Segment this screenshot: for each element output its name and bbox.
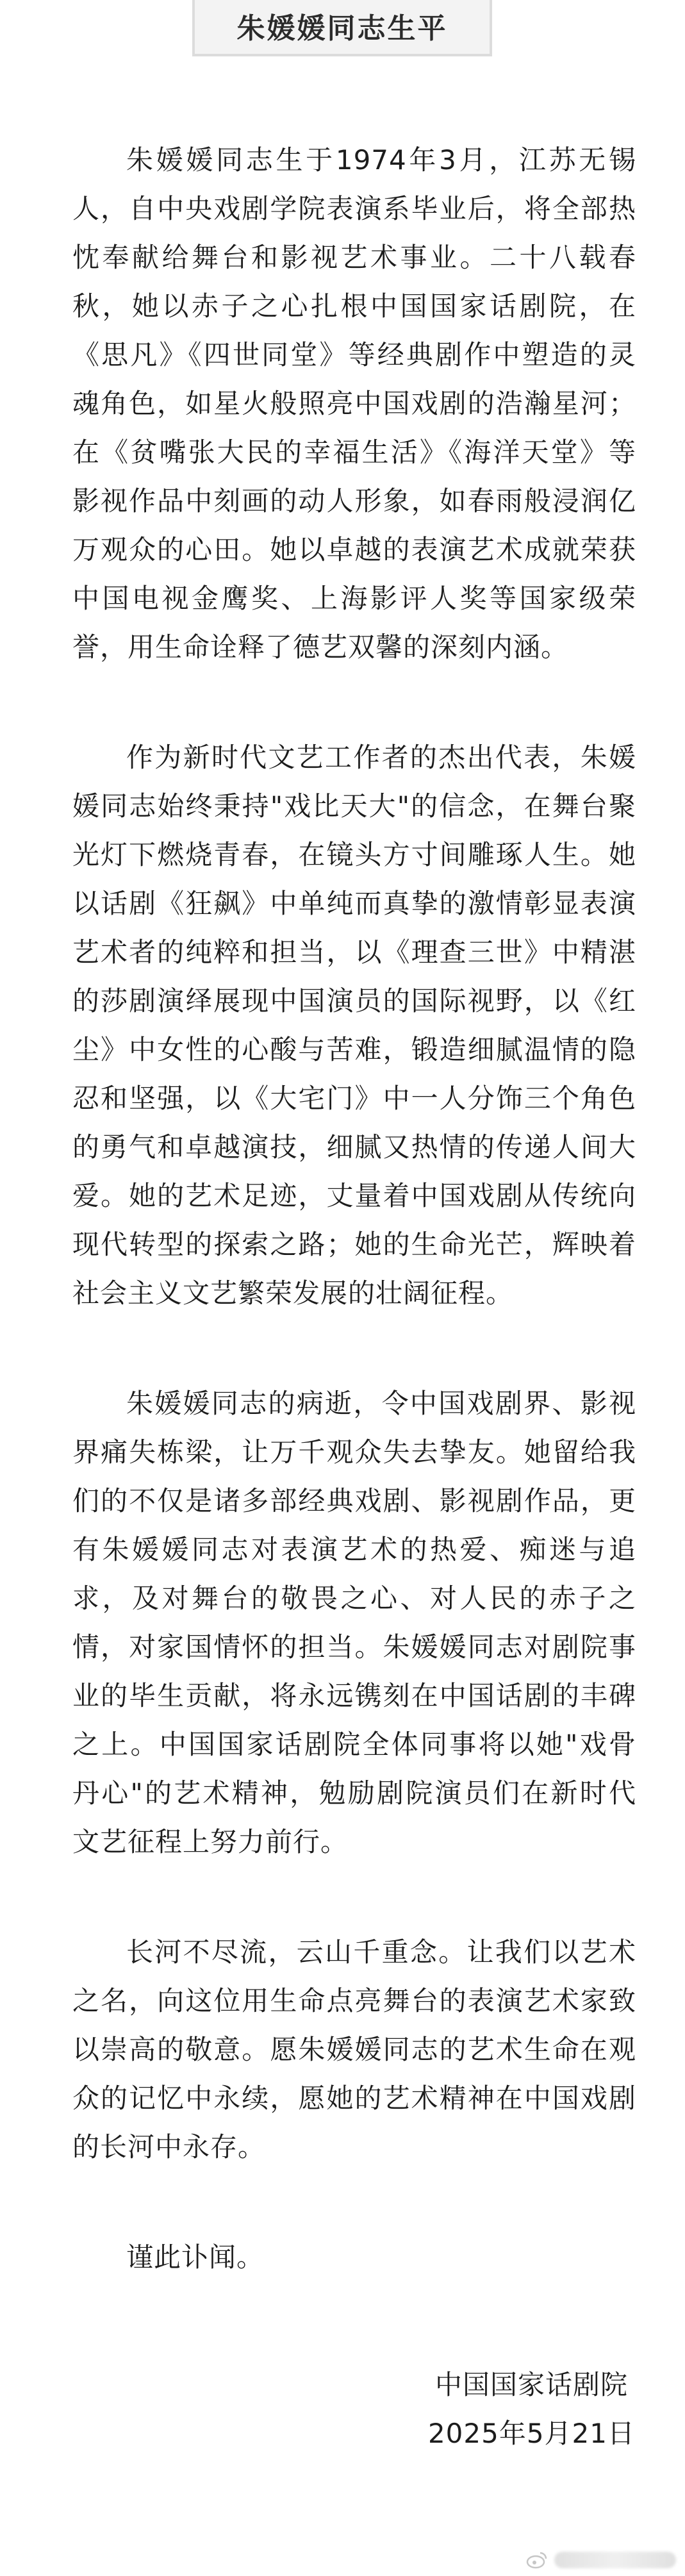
title-banner — [0, 0, 685, 59]
paragraph-mourning: 朱媛媛同志的病逝，令中国戏剧界、影视界痛失栋梁，让万千观众失去挚友。她留给我们的不仅是诸多部经典戏剧、影视剧作品，更有朱媛媛同志对表演艺术的热爱、痴迷与追求，及对舞台的敬畏之心、对人民的赤子之情，对家国情怀的担当。朱媛媛同志对剧院事业的毕生贡献，将永远镌刻在中国话剧的丰碑之上。中国国家话剧院全体同事将以她"戏骨丹心"的艺术精神，勉励剧院演员们在新时代文艺征程上努力前行。 — [72, 1388, 636, 1857]
obituary-body — [72, 136, 636, 2282]
paragraph-tribute: 长河不尽流，云山千重念。让我们以艺术之名，向这位用生命点亮舞台的表演艺术家致以崇高的敬意。愿朱媛媛同志的艺术生命在观众的记忆中永续，愿她的艺术精神在中国戏剧的长河中永存。 — [72, 1936, 636, 2163]
page-title: 朱媛媛同志生平 — [236, 12, 448, 45]
watermark-username-blurred — [554, 2552, 676, 2568]
weibo-logo-icon — [526, 2549, 548, 2571]
paragraph-artistic-achievements: 作为新时代文艺工作者的杰出代表，朱媛媛同志始终秉持"戏比天大"的信念，在舞台聚光灯下燃烧青春，在镜头方寸间雕琢人生。她以话剧《狂飙》中单纯而真挚的激情彰显表演艺术者的纯粹和担当，以《理查三世》中精湛的莎剧演绎展现中国演员的国际视野，以《红尘》中女性的心酸与苦难，锻造细腻温情的隐忍和坚强，以《大宅门》中一人分饰三个角色的勇气和卓越演技，细腻又热情的传递人间大爱。她的艺术足迹，丈量着中国戏剧从传统向现代转型的探索之路；她的生命光芒，辉映着社会主义文艺繁荣发展的壮阔征程。 — [72, 742, 636, 1309]
watermark — [526, 2549, 676, 2571]
paragraph-closing: 谨此讣闻。 — [126, 2241, 265, 2273]
signature-block — [428, 2361, 635, 2458]
title-box — [192, 0, 492, 56]
signature-date: 2025年5月21日 — [427, 2418, 635, 2449]
signature-organization: 中国国家话剧院 — [434, 2369, 628, 2400]
paragraph-biography: 朱媛媛同志生于1974年3月，江苏无锡人，自中央戏剧学院表演系毕业后，将全部热忱奉献给舞台和影视艺术事业。二十八载春秋，她以赤子之心扎根中国国家话剧院，在《思凡》《四世同堂》等经典剧作中塑造的灵魂角色，如星火般照亮中国戏剧的浩瀚星河；在《贫嘴张大民的幸福生活》《海洋天堂》等影视作品中刻画的动人形象，如春雨般浸润亿万观众的心田。她以卓越的表演艺术成就荣获中国电视金鹰奖、上海影评人奖等国家级荣誉，用生命诠释了德艺双馨的深刻内涵。 — [72, 144, 636, 663]
